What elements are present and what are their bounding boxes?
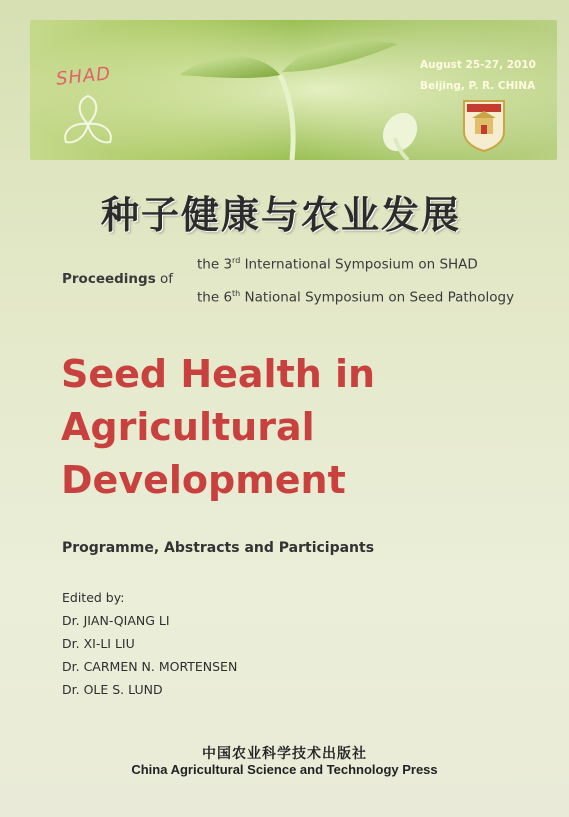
proceedings-label [62, 271, 173, 287]
title-line-3: Development [61, 458, 346, 502]
editor-name: Dr. OLE S. LUND [62, 682, 163, 697]
symposium-line-1 [197, 256, 478, 273]
editor-name: Dr. JIAN-QIANG LI [62, 613, 170, 628]
editor-name: Dr. XI-LI LIU [62, 636, 135, 651]
symposium-2-name: National Symposium on Seed Pathology [240, 289, 515, 306]
publisher-chinese: 中国农业科学技术出版社 [202, 746, 367, 762]
edited-by-label: Edited by: [62, 590, 125, 605]
proceedings-of: of [155, 271, 174, 287]
symposium-2-ordinal: th [232, 289, 241, 298]
chinese-title: 种子健康与农业发展 [101, 192, 462, 237]
english-title [61, 348, 375, 507]
event-location: Beijing, P. R. CHINA [420, 80, 536, 92]
event-info [420, 55, 536, 97]
publisher-english: China Agricultural Science and Technology Press [131, 762, 438, 777]
symposium-1-name: International Symposium on SHAD [240, 256, 478, 273]
shad-logo-text: SHAD [55, 63, 113, 90]
editors-block [62, 586, 237, 701]
subtitle: Programme, Abstracts and Participants [62, 540, 375, 556]
title-line-1: Seed Health in [61, 352, 376, 396]
proceedings-word: Proceedings [62, 271, 156, 287]
symposium-2-pre: the 6 [197, 289, 233, 306]
title-line-2: Agricultural [61, 405, 315, 449]
editor-name: Dr. CARMEN N. MORTENSEN [62, 659, 238, 674]
symposium-1-ordinal: rd [232, 256, 241, 265]
symposium-line-2 [197, 289, 514, 306]
event-date: August 25-27, 2010 [420, 59, 536, 71]
symposium-1-pre: the 3 [197, 256, 233, 273]
university-emblem-icon [461, 98, 507, 152]
